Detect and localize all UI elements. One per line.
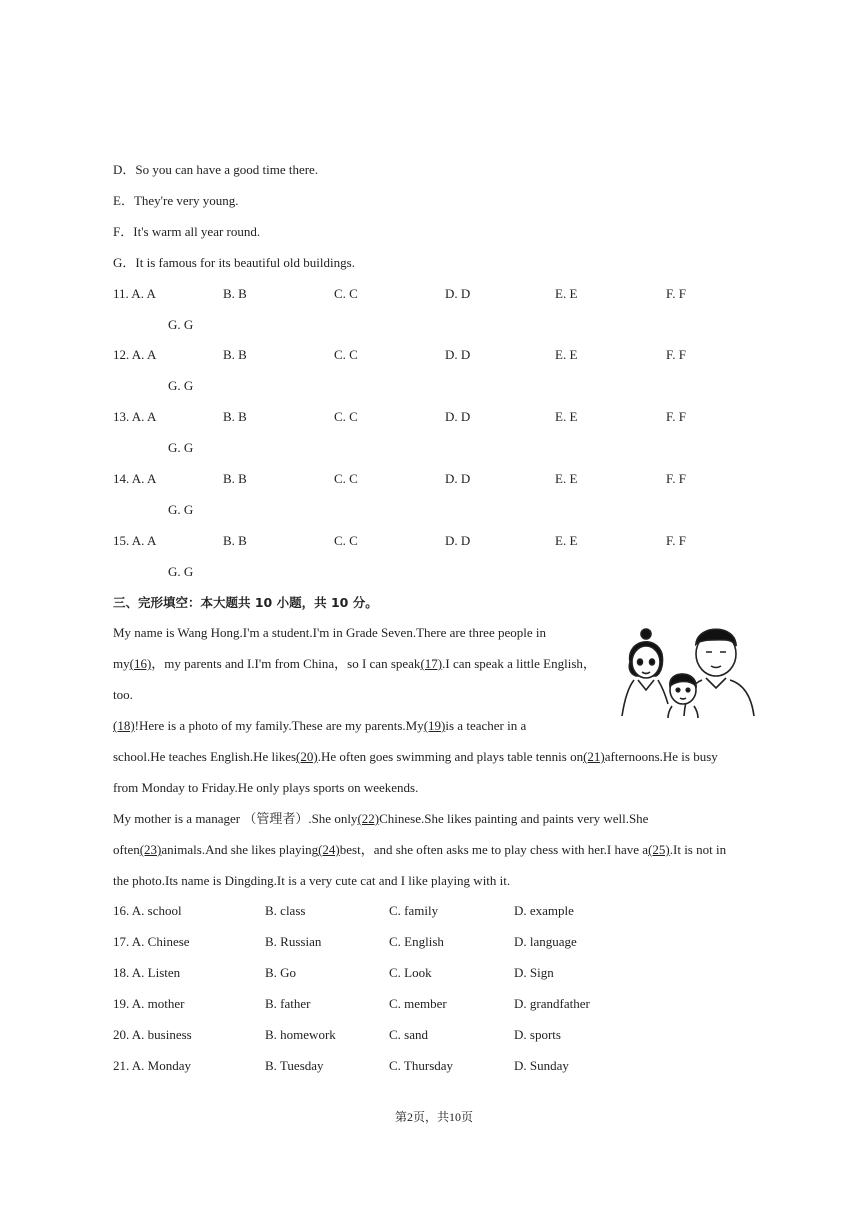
choice: D. example	[514, 903, 574, 918]
choice: C. C	[334, 286, 358, 301]
blank-22: (22)	[357, 811, 380, 826]
choice: F. F	[666, 409, 686, 424]
choice: D. D	[445, 286, 471, 301]
passage-line: often(23)animals.And she likes playing(24)best，and she often asks me to play chess with her.I have a(25).It is not in	[113, 842, 727, 857]
choice: G. G	[168, 564, 194, 579]
blank-25: (25)	[648, 842, 670, 857]
choice: F. F	[666, 471, 686, 486]
blank-19: (19)	[423, 718, 446, 733]
choice: B. B	[223, 347, 247, 362]
choice: B. father	[265, 996, 311, 1011]
choice: B. Go	[265, 965, 297, 980]
choice: D. grandfather	[514, 996, 590, 1011]
choice: C. family	[389, 903, 439, 918]
choice: B. B	[223, 471, 247, 486]
choice: B. Tuesday	[265, 1058, 324, 1073]
choice: C. English	[389, 934, 444, 949]
blank-24: (24)	[318, 842, 340, 857]
question-number: 13. A. A	[113, 409, 157, 424]
question-number: 17. A. Chinese	[113, 934, 190, 949]
question-number: 16. A. school	[113, 903, 182, 918]
choice: C. Thursday	[389, 1058, 454, 1073]
blank-16: (16)	[129, 656, 152, 671]
choice: G. G	[168, 317, 194, 332]
choice: B. class	[265, 903, 306, 918]
choice: G. G	[168, 440, 194, 455]
question-number: 11. A. A	[113, 286, 156, 301]
option-g: G．It is famous for its beautiful old buildings.	[113, 255, 355, 270]
choice: D. D	[445, 347, 471, 362]
option-f: F．It's warm all year round.	[113, 224, 261, 239]
choice: D. D	[445, 409, 471, 424]
choice: F. F	[666, 347, 686, 362]
passage-line: from Monday to Friday.He only plays sports on weekends.	[113, 780, 419, 795]
choice: D. D	[445, 533, 471, 548]
choice: F. F	[666, 286, 686, 301]
choice: B. B	[223, 409, 247, 424]
passage-line: (18)!Here is a photo of my family.These are my parents.My(19)is a teacher in a	[113, 718, 527, 733]
question-number: 19. A. mother	[113, 996, 185, 1011]
option-d: D．So you can have a good time there.	[113, 162, 319, 177]
choice: D. Sunday	[514, 1058, 569, 1073]
choice: B. B	[223, 286, 247, 301]
question-number: 18. A. Listen	[113, 965, 181, 980]
choice: E. E	[555, 286, 578, 301]
choice: D. language	[514, 934, 577, 949]
choice: C. C	[334, 409, 358, 424]
choice: D. sports	[514, 1027, 561, 1042]
passage-line: My mother is a manager （管理者）.She only(22)Chinese.She likes painting and paints very well.She	[113, 811, 649, 826]
passage-line: my(16)，my parents and I.I'm from China，so I can speak(17).I can speak a little English，	[113, 656, 596, 671]
choice: B. Russian	[265, 934, 322, 949]
question-number: 21. A. Monday	[113, 1058, 191, 1073]
passage-line: My name is Wang Hong.I'm a student.I'm in Grade Seven.There are three people in	[113, 625, 546, 640]
blank-17: (17)	[420, 656, 443, 671]
choice: E. E	[555, 471, 578, 486]
question-number: 15. A. A	[113, 533, 157, 548]
blank-20: (20)	[296, 749, 318, 764]
section-heading: 三、完形填空：本大题共 10 小题，共 10 分。	[113, 595, 378, 610]
choice: G. G	[168, 378, 194, 393]
choice: C. sand	[389, 1027, 428, 1042]
choice: C. C	[334, 347, 358, 362]
question-number: 12. A. A	[113, 347, 157, 362]
family-illustration	[612, 620, 760, 720]
question-number: 14. A. A	[113, 471, 157, 486]
question-number: 20. A. business	[113, 1027, 192, 1042]
choice: E. E	[555, 533, 578, 548]
choice: F. F	[666, 533, 686, 548]
choice: B. homework	[265, 1027, 336, 1042]
blank-18: (18)	[113, 718, 135, 733]
passage-line: too.	[113, 687, 133, 702]
passage-line: school.He teaches English.He likes(20).He often goes swimming and plays table tennis on(21)afternoons.He is busy	[113, 749, 718, 764]
blank-23: (23)	[139, 842, 162, 857]
choice: G. G	[168, 502, 194, 517]
choice: C. Look	[389, 965, 432, 980]
blank-21: (21)	[583, 749, 605, 764]
choice: E. E	[555, 347, 578, 362]
choice: C. member	[389, 996, 447, 1011]
passage-line: the photo.Its name is Dingding.It is a very cute cat and I like playing with it.	[113, 873, 511, 888]
choice: E. E	[555, 409, 578, 424]
option-e: E．They're very young.	[113, 193, 239, 208]
choice: D. Sign	[514, 965, 554, 980]
choice: C. C	[334, 533, 358, 548]
choice: D. D	[445, 471, 471, 486]
choice: B. B	[223, 533, 247, 548]
choice: C. C	[334, 471, 358, 486]
page-footer: 第2页，共10页	[394, 1110, 473, 1124]
